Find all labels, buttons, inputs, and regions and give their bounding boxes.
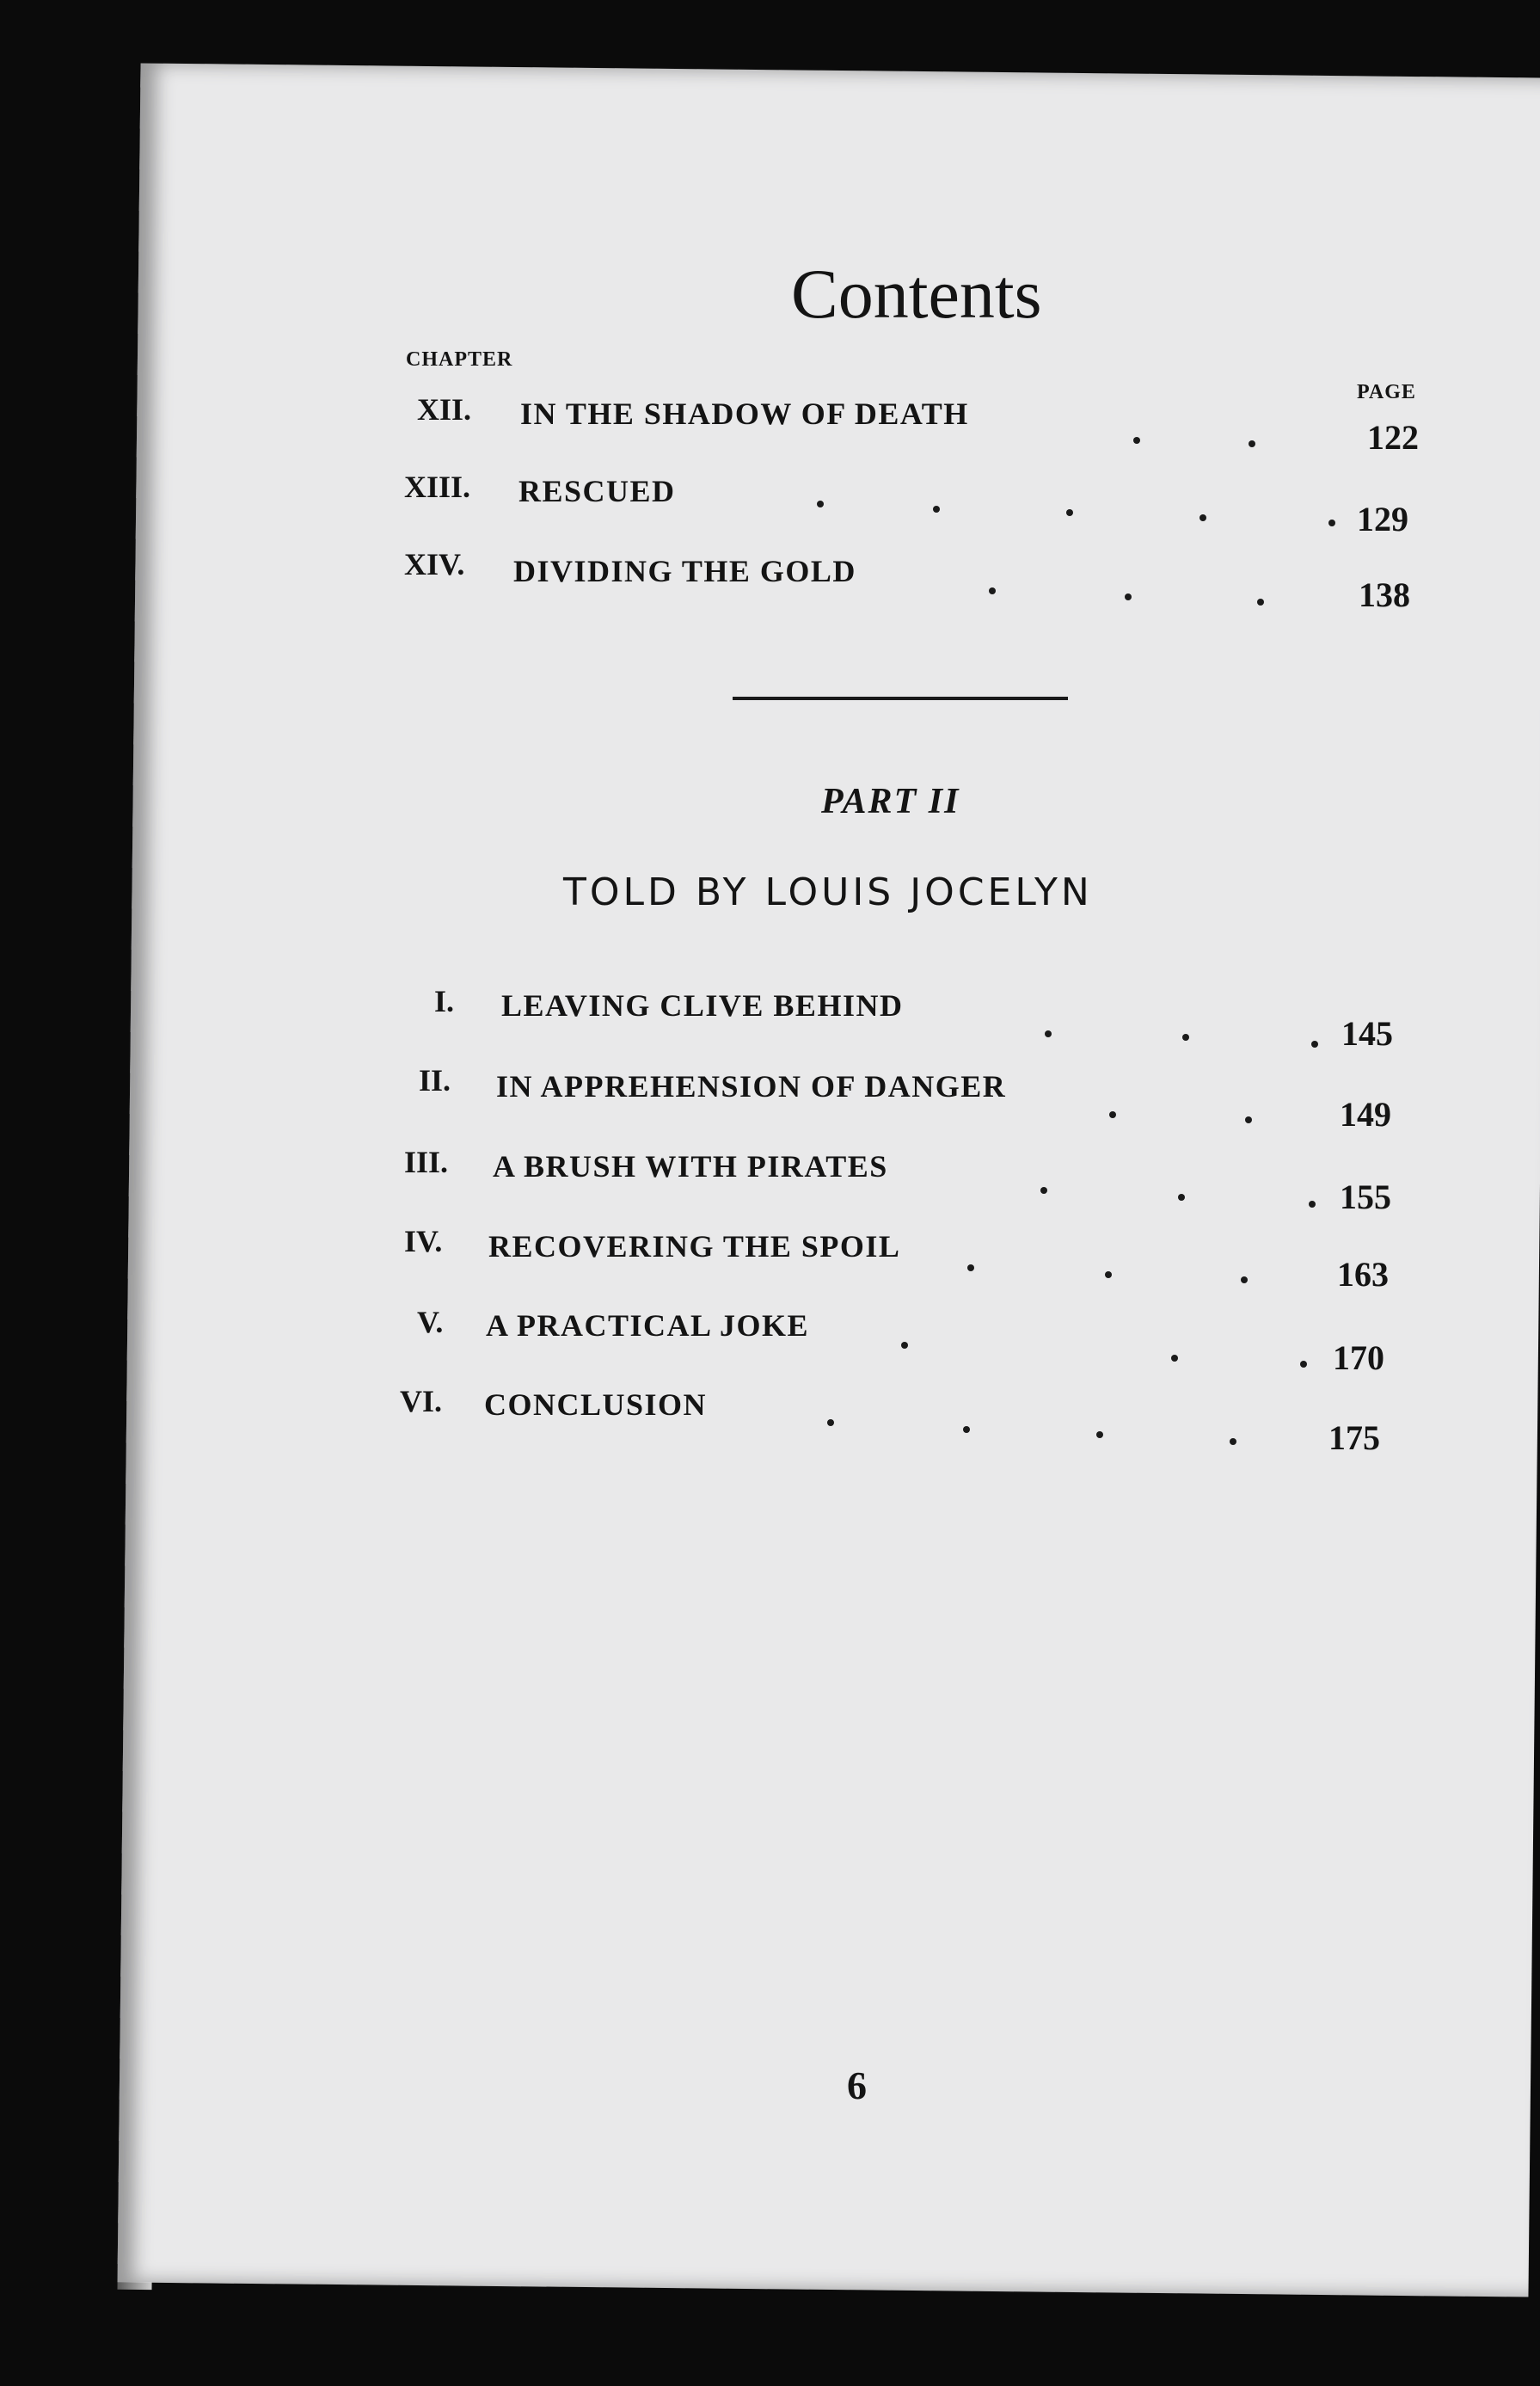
leader-dot — [901, 1342, 908, 1349]
entry-numeral: V. — [417, 1305, 444, 1339]
leader-dot — [1300, 1361, 1307, 1368]
leader-dot — [967, 1264, 974, 1271]
leader-dot — [963, 1426, 970, 1433]
leader-dot — [989, 587, 996, 594]
leader-dot — [1105, 1271, 1112, 1278]
leader-dot — [1125, 593, 1132, 600]
entry-numeral: II. — [419, 1063, 451, 1098]
leader-dot — [1171, 1355, 1178, 1362]
leader-dot — [827, 1419, 834, 1426]
page-folio-number: 6 — [847, 2063, 867, 2107]
leader-dot — [1178, 1194, 1185, 1201]
leader-dot — [1245, 1116, 1252, 1123]
entry-title: RECOVERING THE SPOIL — [488, 1229, 901, 1264]
page-title: Contents — [791, 255, 1042, 333]
entry-numeral: XII. — [417, 392, 472, 427]
leader-dot — [817, 501, 824, 507]
entry-page-number: 122 — [1367, 418, 1419, 457]
entry-numeral: III. — [404, 1145, 449, 1179]
entry-numeral: IV. — [404, 1224, 443, 1258]
entry-title: LEAVING CLIVE BEHIND — [501, 988, 904, 1023]
entry-page-number: 170 — [1333, 1338, 1384, 1377]
leader-dot — [1045, 1030, 1052, 1037]
leader-dot — [1066, 509, 1073, 516]
chapter-column-label: CHAPTER — [406, 348, 513, 371]
leader-dot — [1230, 1438, 1236, 1445]
leader-dot — [1257, 599, 1264, 606]
leader-dot — [1040, 1187, 1047, 1194]
page-column-label: PAGE — [1357, 381, 1416, 403]
leader-dot — [1133, 437, 1140, 444]
entry-numeral: VI. — [400, 1384, 443, 1418]
leader-dot — [1199, 514, 1206, 521]
entry-title: DIVIDING THE GOLD — [513, 554, 856, 588]
entry-page-number: 138 — [1359, 575, 1410, 614]
entry-page-number: 155 — [1340, 1178, 1391, 1216]
entry-numeral: XIII. — [404, 470, 471, 504]
leader-dot — [1109, 1111, 1116, 1118]
leader-dot — [1249, 440, 1255, 447]
leader-dot — [1182, 1034, 1189, 1041]
leader-dot — [933, 506, 940, 513]
entry-page-number: 149 — [1340, 1095, 1391, 1134]
entry-page-number: 145 — [1341, 1014, 1393, 1053]
entry-title: RESCUED — [518, 474, 676, 508]
leader-dot — [1241, 1276, 1248, 1283]
part-subtitle: TOLD BY LOUIS JOCELYN — [563, 870, 1093, 914]
section-divider — [733, 697, 1068, 700]
leader-dot — [1328, 520, 1335, 526]
entry-page-number: 163 — [1337, 1255, 1389, 1294]
part-heading: PART II — [821, 782, 960, 821]
entry-numeral: XIV. — [404, 547, 465, 581]
leader-dot — [1309, 1201, 1316, 1208]
entry-title: CONCLUSION — [484, 1387, 708, 1422]
entry-page-number: 175 — [1328, 1418, 1380, 1457]
entry-numeral: I. — [434, 984, 455, 1018]
leader-dot — [1311, 1041, 1318, 1048]
entry-page-number: 129 — [1357, 500, 1408, 538]
entry-title: A PRACTICAL JOKE — [486, 1308, 810, 1343]
leader-dot — [1096, 1431, 1103, 1438]
entry-title: IN APPREHENSION OF DANGER — [496, 1069, 1007, 1104]
entry-title: A BRUSH WITH PIRATES — [493, 1149, 888, 1184]
entry-title: IN THE SHADOW OF DEATH — [520, 397, 969, 431]
